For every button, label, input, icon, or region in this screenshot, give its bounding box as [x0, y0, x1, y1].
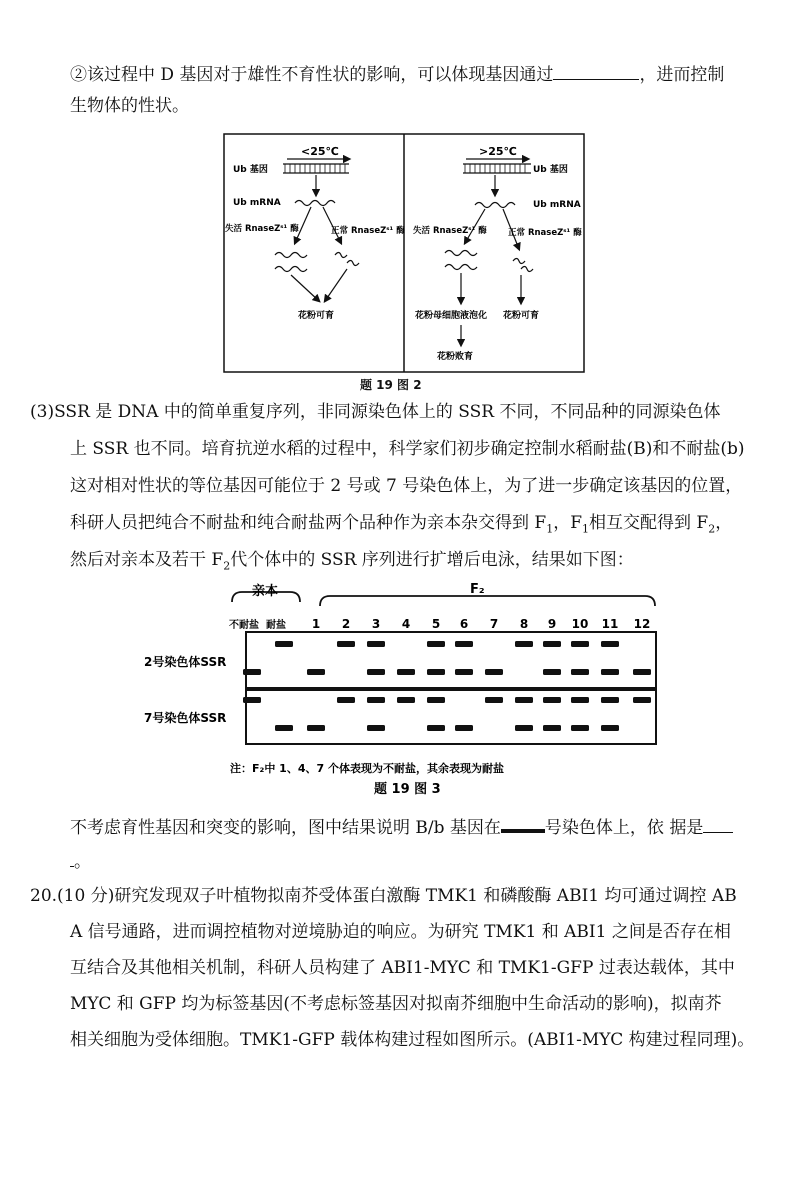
gel-band	[455, 669, 473, 675]
mrna-fragment-icon	[521, 267, 533, 272]
lane-label: 3	[371, 617, 381, 631]
question-line: A 信号通路，进而调控植物对逆境胁迫的响应。为研究 TMK1 和 ABI1 之间是否存在相	[70, 922, 731, 942]
answer-blank[interactable]	[553, 63, 639, 80]
row-label-chr7: 7号染色体SSR	[144, 711, 227, 725]
question-line	[70, 550, 634, 576]
mrna-label: Ub mRNA	[233, 198, 281, 208]
f2-label: F₂	[470, 582, 485, 597]
gel-row-frame	[246, 632, 656, 688]
question-line	[70, 815, 733, 838]
gel-band	[601, 641, 619, 647]
gel-band	[243, 669, 261, 675]
pathway-arrow	[291, 275, 319, 301]
inactive-enzyme-label: 失活 RnaseZˢ¹ 酶	[413, 226, 487, 236]
gel-band	[337, 641, 355, 647]
gel-band	[515, 697, 533, 703]
gel-band	[633, 669, 651, 675]
gel-band	[275, 641, 293, 647]
gel-band	[601, 725, 619, 731]
gene-label: Ub 基因	[233, 165, 268, 175]
question-text: ，	[715, 513, 733, 533]
row-label-chr2: 2号染色体SSR	[144, 655, 227, 669]
question-line: (3)SSR 是 DNA 中的简单重复序列，非同源染色体上的 SSR 不同，不同品种的同源染色体	[30, 402, 721, 422]
gel-band	[633, 697, 651, 703]
gel-band	[397, 669, 415, 675]
gel-band	[307, 725, 325, 731]
gel-band	[275, 725, 293, 731]
lane-label: 2	[341, 617, 351, 631]
lane-label: 6	[459, 617, 469, 631]
gel-band	[515, 641, 533, 647]
lane-label: 7	[489, 617, 499, 631]
pathway-arrow	[323, 207, 341, 243]
question-line: 20.(10 分)研究发现双子叶植物拟南芥受体蛋白激酶 TMK1 和磷酸酶 ABI1 均可通过调控 AB	[30, 886, 737, 906]
gel-band	[485, 697, 503, 703]
gel-band	[601, 697, 619, 703]
figure-19-2	[223, 133, 585, 375]
lane-label: 不耐盐	[229, 620, 259, 631]
subscript: 2	[708, 522, 716, 536]
question-text: 相互交配得到 F	[589, 513, 709, 533]
gel-band	[337, 697, 355, 703]
gel-band	[243, 697, 261, 703]
answer-blank[interactable]	[501, 815, 545, 833]
question-text: 然后对亲本及若干 F	[70, 550, 224, 570]
lane-label: 8	[519, 617, 529, 631]
gel-band	[455, 725, 473, 731]
mrna-wave-icon	[475, 203, 515, 208]
temp-label: >25℃	[479, 145, 517, 158]
gel-band	[427, 697, 445, 703]
answer-blank[interactable]	[703, 816, 733, 833]
question-text: 不考虑育性基因和突变的影响，图中结果说明 B/b 基因在	[70, 818, 501, 838]
parent-label: 亲本	[252, 584, 279, 599]
mrna-wave-icon	[275, 267, 307, 272]
mrna-wave-icon	[295, 201, 335, 206]
lane-label: 9	[547, 617, 557, 631]
gel-band	[455, 641, 473, 647]
question-text: ，F	[553, 513, 582, 533]
mrna-fragment-icon	[513, 259, 525, 264]
inactive-enzyme-label: 失活 RnaseZˢ¹ 酶	[225, 224, 299, 234]
figure-caption: 题 19 图 3	[374, 782, 441, 797]
mrna-fragment-icon	[347, 261, 359, 266]
gel-band	[571, 669, 589, 675]
mrna-wave-icon	[445, 251, 477, 256]
gel-band	[543, 641, 561, 647]
gel-band	[427, 641, 445, 647]
mrna-wave-icon	[275, 253, 307, 258]
question-text: ②该过程中 D 基因对于雄性不育性状的影响，可以体现基因通过	[70, 65, 554, 85]
result-label: 花粉可育	[503, 311, 540, 321]
gel-band	[543, 669, 561, 675]
gel-band	[367, 725, 385, 731]
gel-bands	[243, 641, 651, 731]
gel-band	[427, 669, 445, 675]
gel-band	[367, 697, 385, 703]
question-text: ，进而控制	[639, 65, 725, 85]
gel-band	[601, 669, 619, 675]
gel-band	[485, 669, 503, 675]
question-text: 代个体中的 SSR 序列进行扩增后电泳，结果如下图：	[230, 550, 634, 570]
dna-double-strand-icon	[283, 164, 349, 173]
normal-enzyme-label: 正常 RnaseZˢ¹ 酶	[508, 228, 582, 238]
dna-double-strand-icon	[463, 164, 531, 173]
subscript: 1	[582, 522, 589, 536]
question-line: 互结合及其他相关机制，科研人员构建了 ABI1-MYC 和 TMK1-GFP 过表达载体，其中	[70, 958, 735, 978]
question-line: MYC 和 GFP 均为标签基因(不考虑标签基因对拟南芥细胞中生命活动的影响)，拟南芥	[70, 994, 722, 1014]
result-label: 花粉败育	[437, 352, 474, 362]
gel-band	[397, 697, 415, 703]
gel-band	[367, 641, 385, 647]
gel-row-frame	[246, 690, 656, 744]
question-line	[70, 63, 724, 85]
subscript: 2	[223, 559, 231, 573]
question-line	[70, 850, 91, 872]
subscript: 1	[546, 522, 554, 536]
gel-band	[307, 669, 325, 675]
gel-band	[571, 641, 589, 647]
mrna-label: Ub mRNA	[533, 200, 581, 210]
lane-label: 1	[311, 617, 321, 631]
gel-band	[571, 725, 589, 731]
figure-19-3	[140, 578, 670, 798]
lane-label: 11	[601, 617, 619, 631]
question-line	[70, 513, 732, 539]
result-label: 花粉母细胞液泡化	[415, 311, 488, 321]
gel-band	[515, 725, 533, 731]
question-line: 这对相对性状的等位基因可能位于 2 号或 7 号染色体上，为了进一步确定该基因的位置，	[70, 476, 743, 496]
result-label: 花粉可育	[298, 311, 335, 321]
question-line: 相关细胞为受体细胞。TMK1-GFP 载体构建过程如图所示。(ABI1-MYC 构建过程同理)。	[70, 1030, 755, 1050]
question-line: 上 SSR 也不同。培育抗逆水稻的过程中，科学家们初步确定控制水稻耐盐(B)和不耐盐(b)	[70, 439, 745, 459]
question-line: 生物体的性状。	[70, 96, 189, 116]
gel-band	[367, 669, 385, 675]
gel-band	[427, 725, 445, 731]
f2-bracket	[320, 596, 655, 606]
gel-band	[543, 725, 561, 731]
pathway-arrow	[325, 269, 347, 301]
lane-label: 10	[571, 617, 589, 631]
figure-note: 注：F₂中 1、4、7 个体表现为不耐盐，其余表现为耐盐	[230, 762, 504, 775]
mrna-wave-icon	[445, 265, 477, 270]
gel-band	[571, 697, 589, 703]
temp-label: <25℃	[301, 145, 339, 158]
lane-label: 4	[401, 617, 411, 631]
question-text: 科研人员把纯合不耐盐和纯合耐盐两个品种作为亲本杂交得到 F	[70, 513, 547, 533]
mrna-fragment-icon	[335, 253, 347, 258]
gene-label: Ub 基因	[533, 165, 568, 175]
lane-labels	[229, 617, 650, 631]
lane-label: 耐盐	[266, 620, 286, 631]
normal-enzyme-label: 正常 RnaseZˢ¹ 酶	[331, 226, 405, 236]
figure-caption: 题 19 图 2	[360, 378, 422, 392]
question-text: 。	[74, 852, 91, 872]
gel-band	[543, 697, 561, 703]
lane-label: 12	[633, 617, 651, 631]
lane-label: 5	[431, 617, 441, 631]
question-text: 号染色体上，依 据是	[544, 818, 704, 838]
